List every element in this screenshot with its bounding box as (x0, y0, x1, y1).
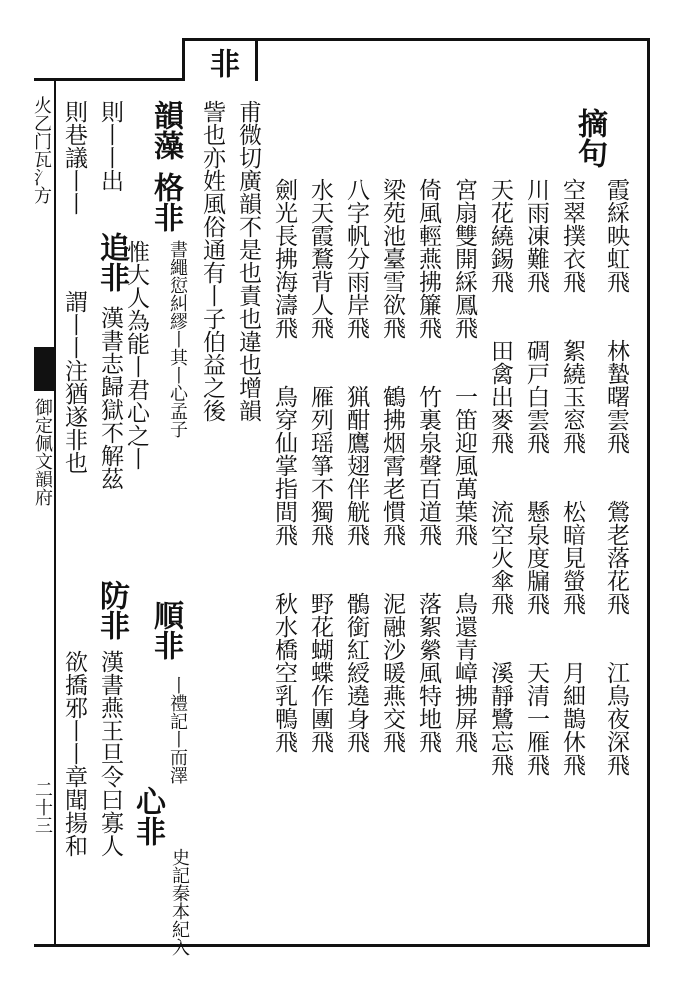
entry-body-text: 欲撟邪丨丨章聞揚和 (61, 650, 87, 857)
rhyme-section-head: 韻藻 (148, 100, 183, 160)
top-inner-rule (34, 78, 182, 81)
phrase-column: 八字帆分雨岸飛 猟酣鷹翅伴觥飛 鶻銜紅綬遶身飛 (343, 178, 369, 753)
definition-column: 甫微切廣韻不是也責也違也增韻 (235, 100, 261, 422)
phrase-column: 川雨凍難飛 碉戸白雲飛 懸泉度牖飛 天清一雁飛 (523, 178, 549, 776)
entry-head-term: 追非 (94, 232, 129, 292)
phrase-column: 梁苑池臺雪欲飛 鶴拂烟霄老慣飛 泥融沙暖燕交飛 (379, 178, 405, 753)
entry-body-text: 則巷議丨丨 (61, 100, 87, 215)
entry-head-term: 心非 (130, 786, 165, 846)
entry-body-text: 漢書燕王旦令曰寡人 (97, 650, 123, 857)
entry-body-text: 謂丨丨注猶遂非也 (61, 290, 87, 474)
gutter-marks: 火乙门瓦氵方 (31, 96, 52, 204)
heading-character: 非 (204, 48, 239, 78)
entry-body-text: 書繩愆糾繆丨其丨心孟子 (167, 240, 188, 438)
page-number: 二十三 (32, 780, 53, 834)
gutter-book-title: 御定佩文韻府 (32, 398, 53, 506)
entry-body-text: 丨禮記丨而澤 (167, 676, 188, 784)
gutter-black-block (34, 347, 54, 391)
phrase-column: 天花繞錫飛 田禽出麥飛 流空火傘飛 溪靜鷺忘飛 (487, 178, 513, 776)
entry-head-term: 格非 (148, 172, 183, 232)
right-border-rule (647, 38, 650, 946)
gutter-rule (54, 78, 56, 946)
entry-head-term: 順非 (148, 600, 183, 660)
phrase-column: 空翠撲衣飛 絮繞玉窓飛 松暗見螢飛 月細鵲休飛 (559, 178, 585, 776)
section-title: 摘句 (572, 108, 607, 168)
phrase-column: 倚風輕燕拂簾飛 竹裏泉聲百道飛 落絮縈風特地飛 (415, 178, 441, 753)
entry-body-text: 惟大人為能丨君心之丨 (123, 240, 149, 470)
bottom-border-rule (34, 944, 650, 947)
phrase-column: 劍光長拂海濤飛 鳥穿仙掌指間飛 秋水橋空乳鴨飛 (271, 178, 297, 753)
top-border-rule (252, 38, 650, 41)
phrase-column: 宮扇雙開綵鳳飛 一笛迎風萬葉飛 鳥還青嶂拂屏飛 (451, 178, 477, 753)
phrase-column: 霞綵映虹飛 林蟄曙雲飛 鶯老落花飛 江鳥夜深飛 (603, 178, 629, 776)
entry-body-text: 則丨丨出 (97, 100, 123, 192)
entry-head-term: 防非 (94, 580, 129, 640)
entry-body-text: 漢書志歸獄不解茲 (97, 306, 123, 490)
entry-body-text: 史記秦本紀入 (169, 848, 190, 956)
definition-column: 訾也亦姓風俗通有丨子伯益之後 (199, 100, 225, 422)
phrase-column: 水天霞鶩背人飛 雁列瑶箏不獨飛 野花蝴蝶作團飛 (307, 178, 333, 753)
